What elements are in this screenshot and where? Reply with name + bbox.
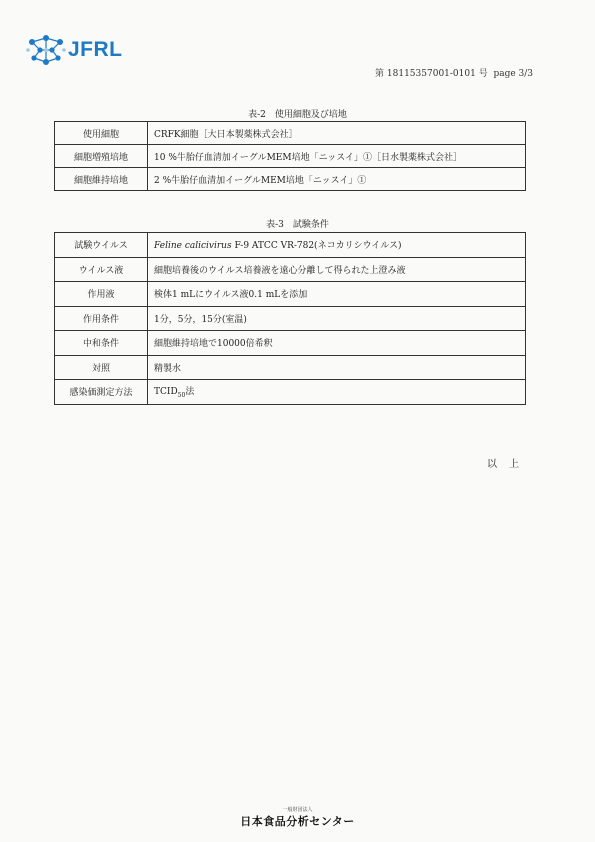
table3-caption: 表-3 試験条件 — [266, 220, 329, 230]
table-row — [55, 282, 526, 307]
document-number — [375, 66, 533, 79]
row-label: 対照 — [55, 355, 148, 380]
row-value: 1分，5分，15分(室温) — [148, 306, 526, 331]
row-label: 感染価測定方法 — [55, 380, 148, 405]
row-value: 検体1 mLにウイルス液0.1 mLを添加 — [148, 282, 526, 307]
row-label: 細胞増殖培地 — [55, 145, 148, 168]
method-suffix: 法 — [185, 387, 195, 398]
table-row — [55, 355, 526, 380]
table-row — [55, 257, 526, 282]
table-row — [55, 233, 526, 258]
test-conditions-table — [54, 232, 526, 405]
row-value: 細胞培養後のウイルス培養液を遠心分離して得られた上澄み液 — [148, 257, 526, 282]
table-row — [55, 168, 526, 191]
row-value: 細胞維持培地で10000倍希釈 — [148, 331, 526, 356]
page-indicator: page 3/3 — [493, 69, 533, 79]
row-value: 2 %牛胎仔血清加イーグルMEM培地「ニッスイ」① — [148, 168, 526, 191]
table-row — [55, 380, 526, 405]
document-number-text: 第 18115357001-0101 号 — [375, 69, 488, 79]
row-value — [148, 380, 526, 405]
row-label: 使用細胞 — [55, 122, 148, 145]
method-prefix: TCID — [154, 387, 178, 398]
footer-org-type: 一般財団法人 — [282, 807, 313, 813]
row-value: 10 %牛胎仔血清加イーグルMEM培地「ニッスイ」①［日水製薬株式会社］ — [148, 145, 526, 168]
method-subscript: 50 — [177, 392, 186, 400]
cells-media-table — [54, 121, 526, 191]
row-value: CRFK細胞［大日本製薬株式会社］ — [148, 122, 526, 145]
row-label: 細胞維持培地 — [55, 168, 148, 191]
row-label: 中和条件 — [55, 331, 148, 356]
table-row — [55, 122, 526, 145]
network-logo-icon — [26, 34, 66, 66]
row-label: 作用条件 — [55, 306, 148, 331]
table2-caption: 表-2 使用細胞及び培地 — [248, 110, 347, 120]
virus-species-name: Feline calicivirus — [154, 241, 232, 252]
table-row — [55, 306, 526, 331]
row-label: ウイルス液 — [55, 257, 148, 282]
row-label: 試験ウイルス — [55, 233, 148, 258]
footer-org-name: 日本食品分析センター — [240, 815, 355, 828]
table-row — [55, 145, 526, 168]
row-value: 精製水 — [148, 355, 526, 380]
virus-strain: F-9 ATCC VR-782(ネコカリシウイルス) — [231, 241, 402, 252]
table-row — [55, 331, 526, 356]
footer — [0, 806, 595, 829]
closing-mark: 以上 — [487, 459, 531, 470]
jfrl-logo — [26, 34, 136, 66]
row-value — [148, 233, 526, 258]
logo-text: JFRL — [68, 38, 123, 61]
row-label: 作用液 — [55, 282, 148, 307]
